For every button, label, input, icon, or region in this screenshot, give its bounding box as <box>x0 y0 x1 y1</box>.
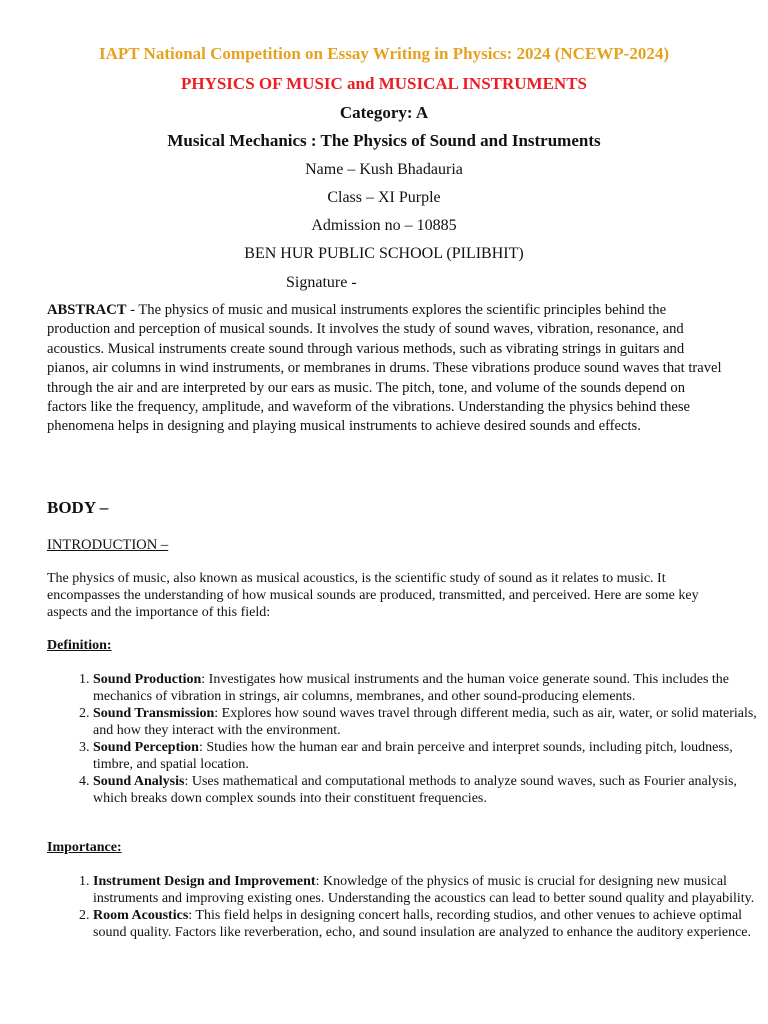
list-item <box>93 671 768 705</box>
definition-list <box>47 671 768 807</box>
list-item-text: : Knowledge of the physics of music is crucial for designing new musical instruments and improving existing ones. Understanding the acoustics can lead to better sound quality and playability. <box>93 874 755 906</box>
list-item-term: Sound Perception <box>93 740 199 755</box>
list-item-term: Sound Production <box>93 672 202 687</box>
signature-line: Signature - <box>286 274 357 291</box>
list-item-text: : Explores how sound waves travel through different media, such as air, water, or solid materials, and how they interact with the environment. <box>93 706 757 738</box>
competition-title: IAPT National Competition on Essay Writing in Physics: 2024 (NCEWP-2024) <box>98 44 669 63</box>
list-item <box>93 873 768 907</box>
student-class: Class – XI Purple <box>327 189 441 206</box>
student-name: Name – Kush Bhadauria <box>305 161 463 178</box>
list-item-text: : This field helps in designing concert halls, recording studios, and other venues to achieve optimal sound quality. Factors like reverberation, echo, and sound insulation are analyzed to enhance the auditory experience. <box>93 908 752 940</box>
definition-heading: Definition: <box>47 638 112 653</box>
importance-list <box>47 873 768 941</box>
list-item <box>93 773 768 807</box>
list-item-term: Instrument Design and Improvement <box>93 874 316 889</box>
list-item-term: Sound Analysis <box>93 774 185 789</box>
abstract-label: ABSTRACT <box>47 302 127 318</box>
list-item-text: : Studies how the human ear and brain perceive and interpret sounds, including pitch, loudness, timbre, and spatial location. <box>93 740 733 772</box>
importance-heading: Importance: <box>47 840 122 855</box>
introduction-paragraph: The physics of music, also known as musical acoustics, is the scientific study of sound as it relates to music. It encompasses the understanding of how musical sounds are produced, transmitted, and perceived. Here are some key aspects and the importance of this field: <box>47 571 699 620</box>
list-item-text: : Uses mathematical and computational methods to analyze sound waves, such as Fourier analysis, which breaks down complex sounds into their constituent frequencies. <box>93 774 737 806</box>
body-heading: BODY – <box>47 498 109 517</box>
topic-title: PHYSICS OF MUSIC and MUSICAL INSTRUMENTS <box>180 74 588 93</box>
list-item <box>93 705 768 739</box>
list-item-term: Sound Transmission <box>93 706 215 721</box>
abstract-text: - The physics of music and musical instruments explores the scientific principles behind the production and perception of musical sounds. It involves the study of sound waves, vibration, resonance, and acoustics. Musical instruments create sound through various methods, such as vibrating strings in guitars and pianos, air columns in wind instruments, or membranes in drums. These vibrations produce sound waves that travel through the air and are interpreted by our ears as music. The pitch, tone, and volume of the sounds depend on factors like the frequency, amplitude, and waveform of the vibrations. Understanding the physics behind these phenomena helps in designing and playing musical instruments to achieve desired sounds and effects. <box>47 302 722 435</box>
list-item-text: : Investigates how musical instruments and the human voice generate sound. This includes the mechanics of vibration in strings, air columns, membranes, and other sound-producing elements. <box>93 672 730 704</box>
category-label: Category: A <box>339 103 429 122</box>
abstract-paragraph <box>47 301 723 437</box>
list-item-term: Room Acoustics <box>93 908 189 923</box>
list-item <box>93 907 768 941</box>
school-name: BEN HUR PUBLIC SCHOOL (PILIBHIT) <box>244 245 524 262</box>
introduction-heading: INTRODUCTION – <box>47 537 169 553</box>
list-item <box>93 739 768 773</box>
essay-title: Musical Mechanics : The Physics of Sound and Instruments <box>167 131 601 150</box>
admission-number: Admission no – 10885 <box>311 217 457 234</box>
